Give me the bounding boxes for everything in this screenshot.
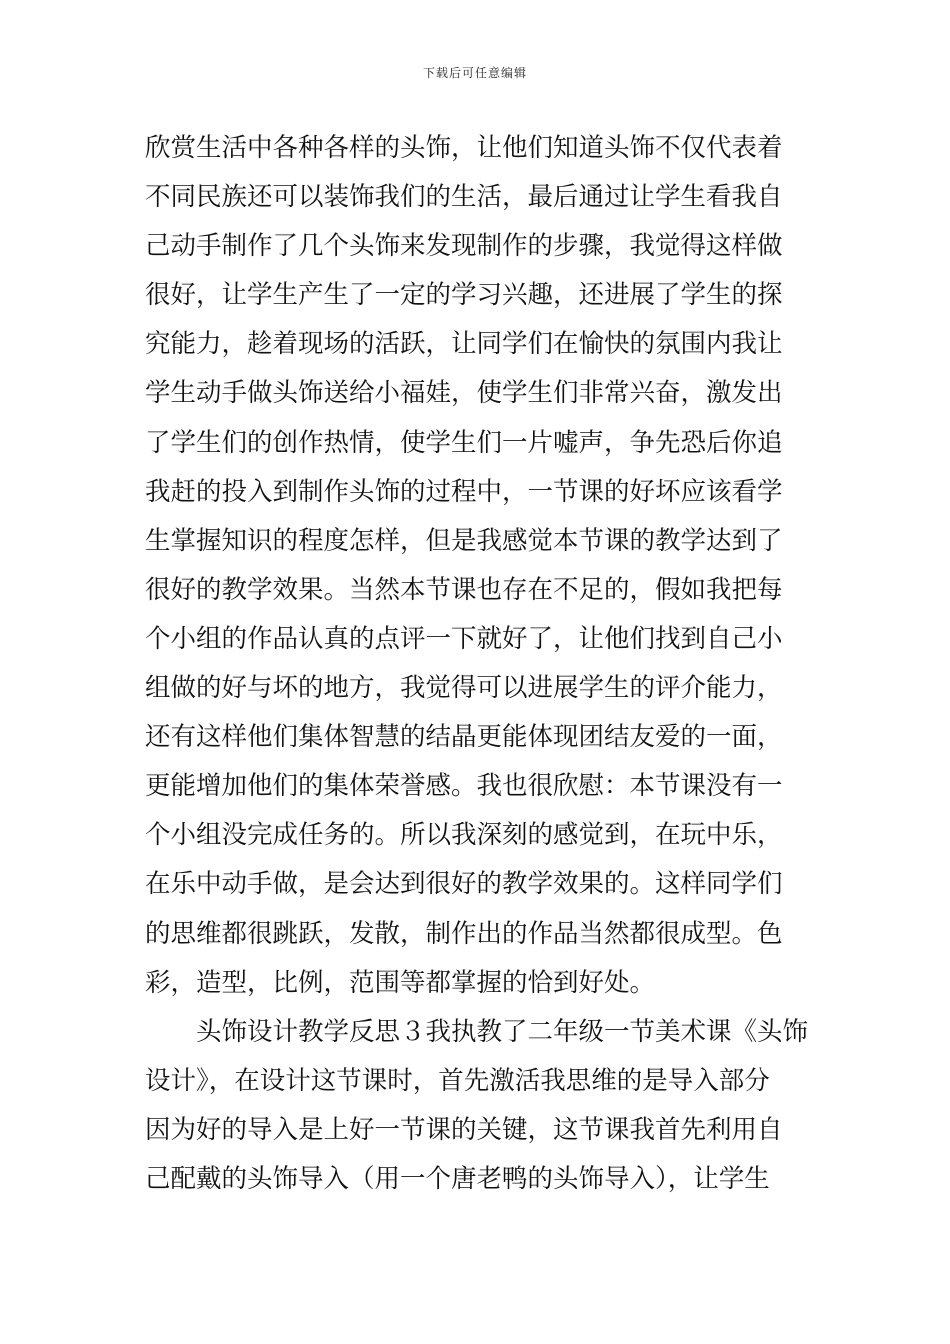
text-line: 的思维都很跳跃，发散，制作出的作品当然都很成型。色 xyxy=(145,918,783,949)
text-line: 学生动手做头饰送给小福娃，使学生们非常兴奋，激发出 xyxy=(145,378,783,409)
text-line: 己动手制作了几个头饰来发现制作的步骤，我觉得这样做 xyxy=(145,231,783,262)
text-line: 个小组没完成任务的。所以我深刻的感觉到，在玩中乐， xyxy=(145,820,783,851)
text-line: 彩，造型，比例，范围等都掌握的恰到好处。 xyxy=(145,967,656,998)
text-line: 己配戴的头饰导入（用一个唐老鸭的头饰导入），让学生 xyxy=(145,1163,770,1194)
text-line: 还有这样他们集体智慧的结晶更能体现团结友爱的一面， xyxy=(145,722,783,753)
text-line: 很好，让学生产生了一定的学习兴趣，还进展了学生的探 xyxy=(145,280,783,311)
text-line: 我赶的投入到制作头饰的过程中，一节课的好坏应该看学 xyxy=(145,476,783,507)
text-line: 究能力，趁着现场的活跃，让同学们在愉快的氛围内我让 xyxy=(145,329,783,360)
text-line: 因为好的导入是上好一节课的关键，这节课我首先利用自 xyxy=(145,1114,783,1145)
text-line: 很好的教学效果。当然本节课也存在不足的，假如我把每 xyxy=(145,574,783,605)
text-line: 更能增加他们的集体荣誉感。我也很欣慰：本节课没有一 xyxy=(145,771,783,802)
text-line: 不同民族还可以装饰我们的生活，最后通过让学生看我自 xyxy=(145,182,783,213)
document-body xyxy=(145,124,810,1204)
text-line: 在乐中动手做，是会达到很好的教学效果的。这样同学们 xyxy=(145,869,783,900)
text-line: 组做的好与坏的地方，我觉得可以进展学生的评介能力， xyxy=(145,673,783,704)
paragraph-first-line: 头饰设计教学反思３我执教了二年级一节美术课《头饰 xyxy=(196,1016,809,1047)
text-line: 设计》，在设计这节课时，首先激活我思维的是导入部分 xyxy=(145,1065,770,1096)
page-header: 下载后可任意编辑 xyxy=(422,66,527,80)
text-line: 欣赏生活中各种各样的头饰，让他们知道头饰不仅代表着 xyxy=(145,133,783,163)
text-line: 个小组的作品认真的点评一下就好了，让他们找到自己小 xyxy=(145,623,783,654)
text-line: 生掌握知识的程度怎样，但是我感觉本节课的教学达到了 xyxy=(145,525,783,556)
text-line: 了学生们的创作热情，使学生们一片嘘声，争先恐后你追 xyxy=(145,427,783,458)
